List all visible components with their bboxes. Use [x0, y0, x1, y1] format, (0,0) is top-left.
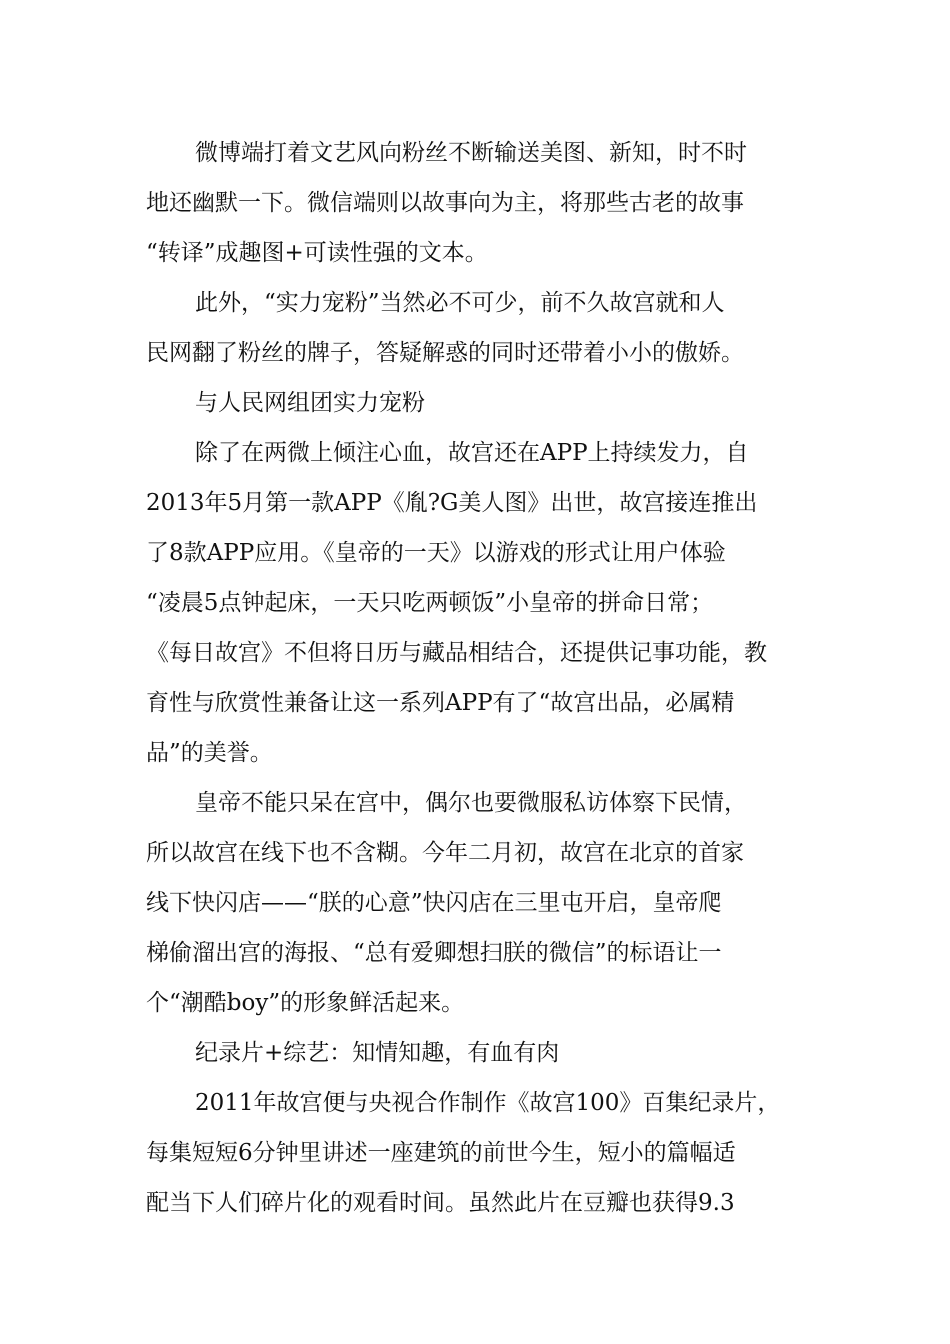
- text-line: 每集短短6分钟里讲述一座建筑的前世今生，短小的篇幅适: [146, 1140, 736, 1166]
- paragraph-documentary: [146, 1078, 810, 1228]
- text-line: 所以故宫在线下也不含糊。今年二月初，故宫在北京的首家: [146, 840, 744, 866]
- section-heading-documentary: [146, 1028, 810, 1078]
- text-line: 此外，“实力宠粉”当然必不可少，前不久故宫就和人: [195, 290, 725, 316]
- text-line: “凌晨5点钟起床，一天只吃两顿饭”小皇帝的拼命日常；: [146, 590, 714, 616]
- paragraph-weibo-weixin: [146, 128, 810, 278]
- text-line: 品”的美誉。: [146, 740, 273, 766]
- text-line: 微博端打着文艺风向粉丝不断输送美图、新知，时不时: [195, 140, 747, 166]
- text-line: 梯偷溜出宫的海报、“总有爱卿想扫朕的微信”的标语让一: [146, 940, 722, 966]
- text-line: 皇帝不能只呆在宫中，偶尔也要微服私访体察下民情，: [195, 790, 747, 816]
- paragraph-app: [146, 428, 810, 778]
- text-line: 地还幽默一下。微信端则以故事向为主，将那些古老的故事: [146, 190, 744, 216]
- text-line: 了8款APP应用。《皇帝的一天》以游戏的形式让用户体验: [146, 540, 726, 566]
- text-line: 与人民网组团实力宠粉: [195, 390, 425, 416]
- text-line: 除了在两微上倾注心血，故宫还在APP上持续发力，自: [195, 440, 749, 466]
- text-line: 育性与欣赏性兼备让这一系列APP有了“故宫出品，必属精: [146, 690, 735, 716]
- text-line: 民网翻了粉丝的牌子，答疑解惑的同时还带着小小的傲娇。: [146, 340, 744, 366]
- text-line: 《每日故宫》不但将日历与藏品相结合，还提供记事功能，教: [146, 640, 767, 666]
- text-line: 配当下人们碎片化的观看时间。虽然此片在豆瓣也获得9.3: [146, 1190, 735, 1216]
- document-page: [146, 128, 810, 1228]
- text-line: 2013年5月第一款APP《胤?G美人图》出世，故宫接连推出: [146, 490, 758, 516]
- text-line: 纪录片+综艺：知情知趣，有血有肉: [195, 1040, 560, 1066]
- text-line: “转译”成趣图+可读性强的文本。: [146, 240, 488, 266]
- paragraph-fans: [146, 278, 810, 378]
- text-line: 个“潮酷boy”的形象鲜活起来。: [146, 990, 465, 1016]
- text-line: 2011年故宫便与央视合作制作《故宫100》百集纪录片，: [195, 1090, 781, 1116]
- text-line: 线下快闪店——“朕的心意”快闪店在三里屯开启，皇帝爬: [146, 890, 722, 916]
- caption-renminwang: [146, 378, 810, 428]
- paragraph-offline-store: [146, 778, 810, 1028]
